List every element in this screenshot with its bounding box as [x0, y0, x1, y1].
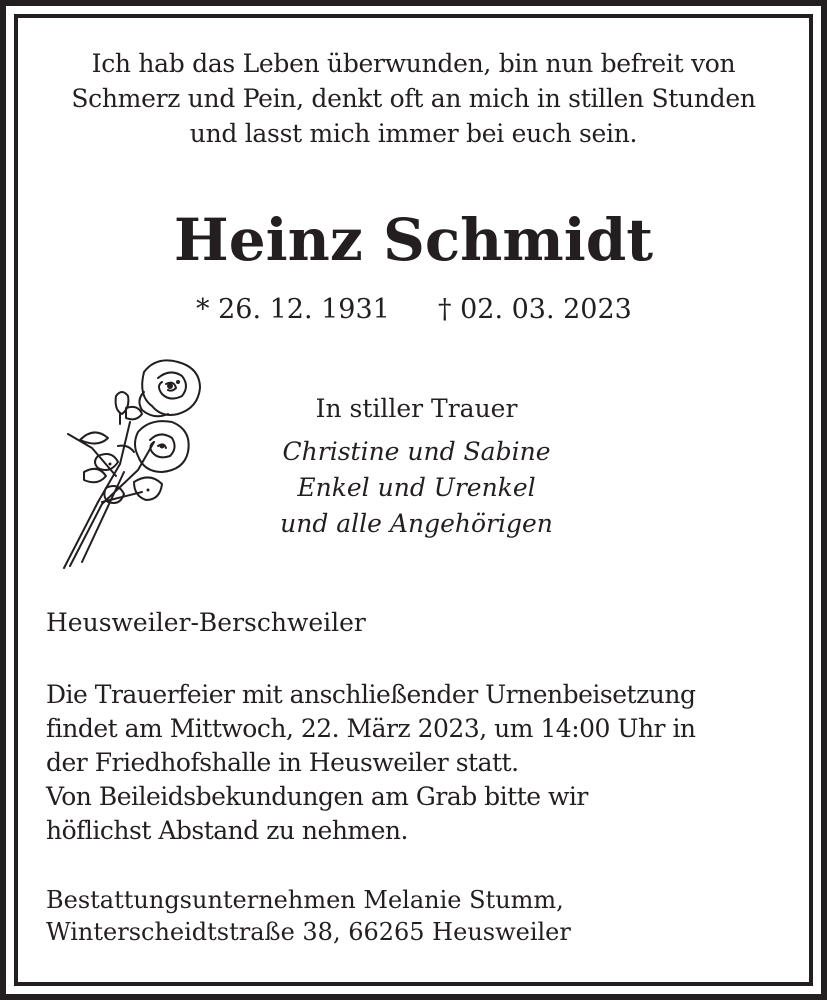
mourners-heading: In stiller Trauer: [315, 394, 518, 423]
birth-date: * 26. 12. 1931: [196, 294, 390, 325]
poem-line: und lasst mich immer bei euch sein.: [189, 119, 638, 148]
rose-icon: [58, 352, 208, 574]
undertaker-line: Bestattungsunternehmen Melanie Stumm,: [46, 886, 564, 914]
poem-line: Schmerz und Pein, denkt oft an mich in stillen Stunden: [71, 84, 756, 113]
deceased-name: Heinz Schmidt: [173, 206, 654, 274]
ceremony-notice: [46, 678, 806, 848]
mourner-line: und alle Angehörigen: [280, 509, 553, 538]
undertaker-info: [46, 884, 806, 948]
ceremony-line: Von Beileidsbekundungen am Grab bitte wir: [46, 782, 588, 811]
mourner-line: Christine und Sabine: [282, 437, 551, 466]
ceremony-line: höflichst Abstand zu nehmen.: [46, 816, 408, 845]
poem-line: Ich hab das Leben überwunden, bin nun befreit von: [91, 49, 736, 78]
mourners-list: [250, 434, 583, 542]
ceremony-line: der Friedhofshalle in Heusweiler statt.: [46, 748, 519, 777]
location: Heusweiler-Berschweiler: [46, 608, 366, 637]
undertaker-line: Winterscheidtstraße 38, 66265 Heusweiler: [46, 918, 571, 946]
ceremony-line: findet am Mittwoch, 22. März 2023, um 14:00 Uhr in: [46, 714, 696, 743]
ceremony-line: Die Trauerfeier mit anschließender Urnenbeisetzung: [46, 680, 696, 709]
mourners-block: [250, 392, 583, 542]
poem: [0, 46, 827, 151]
death-date: † 02. 03. 2023: [438, 294, 632, 325]
mourner-line: Enkel und Urenkel: [297, 473, 536, 502]
